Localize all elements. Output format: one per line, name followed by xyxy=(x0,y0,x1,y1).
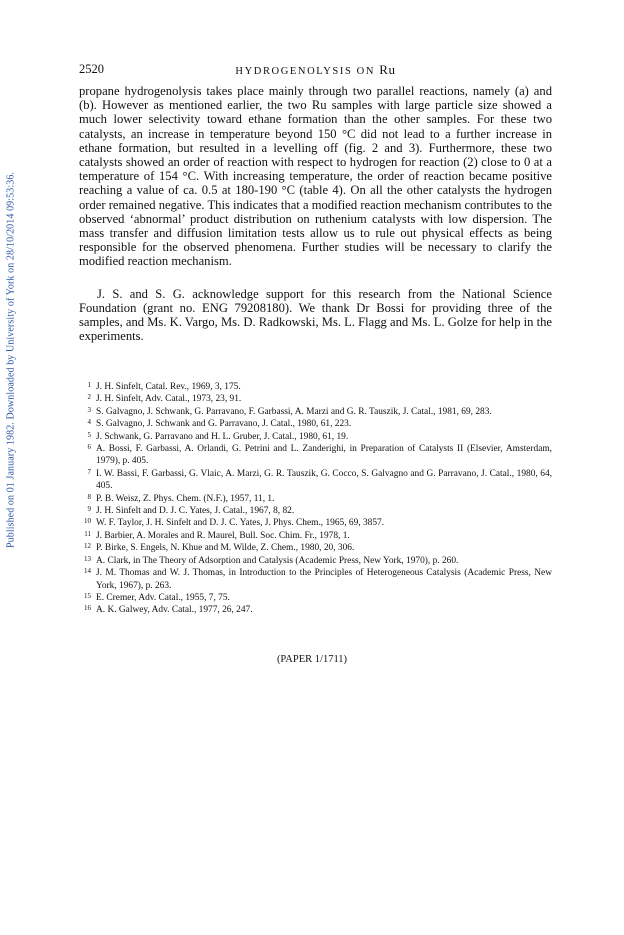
reference-text: P. Birke, S. Engels, N. Khue and M. Wilde, Z. Chem., 1980, 20, 306. xyxy=(96,543,355,554)
reference-number: 6 xyxy=(87,443,91,452)
acknowledgements-paragraph: J. S. and S. G. acknowledge support for this research from the National Science Foundation (grant no. ENG 79208180). We thank Dr Bossi for providing three of the samples, and Ms. K. Vargo, Ms. D. Radkowski, Ms. L. Flagg and Ms. L. Golze for help in the experiments. xyxy=(79,286,552,344)
reference-text: A. K. Galwey, Adv. Catal., 1977, 26, 247. xyxy=(96,605,253,616)
reference-text: J. Barbier, A. Morales and R. Maurel, Bull. Soc. Chim. Fr., 1978, 1. xyxy=(96,530,350,541)
reference-text: J. M. Thomas and W. J. Thomas, in Introduction to the Principles of Heterogeneous Catalysis (Academic Press, New York, 1967), p. 263. xyxy=(96,568,552,591)
reference-item xyxy=(79,406,552,418)
reference-text: J. H. Sinfelt and D. J. C. Yates, J. Catal., 1967, 8, 82. xyxy=(96,506,295,517)
page-header xyxy=(79,62,552,78)
reference-number: 2 xyxy=(87,393,91,402)
reference-number: 15 xyxy=(84,591,91,600)
reference-item xyxy=(79,517,552,529)
reference-item xyxy=(79,393,552,405)
reference-number: 9 xyxy=(87,505,91,514)
reference-item xyxy=(79,505,552,517)
reference-text: I. W. Bassi, F. Garbassi, G. Vlaic, A. Marzi, G. R. Tauszik, G. Cocco, S. Galvagno and G. Parravano, J. Catal., 1980, 64, 405. xyxy=(96,468,552,492)
reference-number: 12 xyxy=(84,542,91,551)
reference-number: 8 xyxy=(87,492,91,501)
reference-text: W. F. Taylor, J. H. Sinfelt and D. J. C. Yates, J. Phys. Chem., 1965, 69, 3857. xyxy=(96,518,385,529)
reference-number: 5 xyxy=(87,430,91,439)
reference-text: S. Galvagno, J. Schwank and G. Parravano, J. Catal., 1980, 61, 223. xyxy=(96,419,352,430)
reference-item xyxy=(79,555,552,567)
reference-text: P. B. Weisz, Z. Phys. Chem. (N.F.), 1957, 11, 1. xyxy=(96,493,275,504)
body-paragraph: propane hydrogenolysis takes place mainly through two parallel reactions, namely (a) and (b). However as mentioned earlier, the two Ru samples with large particle size showed a much lower selectivity toward ethane formation than the other samples. For these two catalysts, an increase in temperature beyond 150 °C did not lead to a further increase in ethane formation, but resulted in a levelling off (fig. 2 and 3). Furthermore, these two catalysts showed an order of reaction with respect to hydrogen for reaction (2) close to 0 at a temperature of 154 °C. With increasing temperature, the order of reaction became positive reaching a value of ca. 0.5 at 180-190 °C (table 4). On all the other catalysts the hydrogen order remained negative. This indicates that a modified reaction mechanism contributes to the observed ‘abnormal’ product distribution on ruthenium catalysts with low dispersion. The mass transfer and diffusion limitation tests allow us to rule out physical effects as being responsible for the observed phenomena. Further studies will be necessary to clarify the modified reaction mechanism. xyxy=(79,84,552,269)
reference-number: 3 xyxy=(87,405,91,414)
paper-id-footer: (PAPER 1/1711) xyxy=(276,654,348,665)
publication-sidebar xyxy=(0,0,22,935)
body-text xyxy=(79,84,552,343)
reference-item xyxy=(79,530,552,542)
running-head xyxy=(79,62,552,78)
reference-text: S. Galvagno, J. Schwank, G. Parravano, F. Garbassi, A. Marzi and G. R. Tauszik, J. Catal., 1981, 69, 283. xyxy=(96,406,492,417)
reference-text: J. Schwank, G. Parravano and H. L. Gruber, J. Catal., 1980, 61, 19. xyxy=(96,431,349,442)
reference-item xyxy=(79,542,552,554)
reference-number: 1 xyxy=(87,381,91,389)
reference-item xyxy=(79,493,552,505)
download-notice: Published on 01 January 1982. Downloaded by University of York on 28/10/2014 09:53:36. xyxy=(5,171,17,549)
reference-item xyxy=(79,418,552,430)
reference-item xyxy=(79,592,552,604)
reference-text: E. Cremer, Adv. Catal., 1955, 7, 75. xyxy=(96,592,230,603)
reference-number: 7 xyxy=(87,467,91,476)
running-head-text: HYDROGENOLYSIS ON xyxy=(235,66,375,77)
reference-number: 16 xyxy=(84,604,91,613)
reference-number: 4 xyxy=(87,418,91,427)
reference-text: J. H. Sinfelt, Adv. Catal., 1973, 23, 91. xyxy=(96,394,242,405)
reference-item xyxy=(79,567,552,592)
reference-list xyxy=(79,381,552,617)
reference-item xyxy=(79,431,552,443)
reference-item xyxy=(79,604,552,616)
reference-item xyxy=(79,468,552,493)
reference-number: 14 xyxy=(84,567,91,576)
reference-number: 10 xyxy=(84,517,91,526)
reference-number: 11 xyxy=(84,529,91,538)
page-number: 2520 xyxy=(79,62,104,76)
reference-number: 13 xyxy=(84,554,91,563)
reference-item xyxy=(79,381,552,393)
reference-text: J. H. Sinfelt, Catal. Rev., 1969, 3, 175. xyxy=(96,382,241,392)
running-head-element: Ru xyxy=(379,62,396,77)
reference-text: A. Clark, in The Theory of Adsorption and Catalysis (Academic Press, New York, 1970), p. 260. xyxy=(96,555,459,566)
reference-item xyxy=(79,443,552,468)
reference-text: A. Bossi, F. Garbassi, A. Orlandi, G. Petrini and L. Zanderighi, in Preparation of Catalysts II (Elsevier, Amsterdam, 1979), p. 405. xyxy=(96,444,552,467)
